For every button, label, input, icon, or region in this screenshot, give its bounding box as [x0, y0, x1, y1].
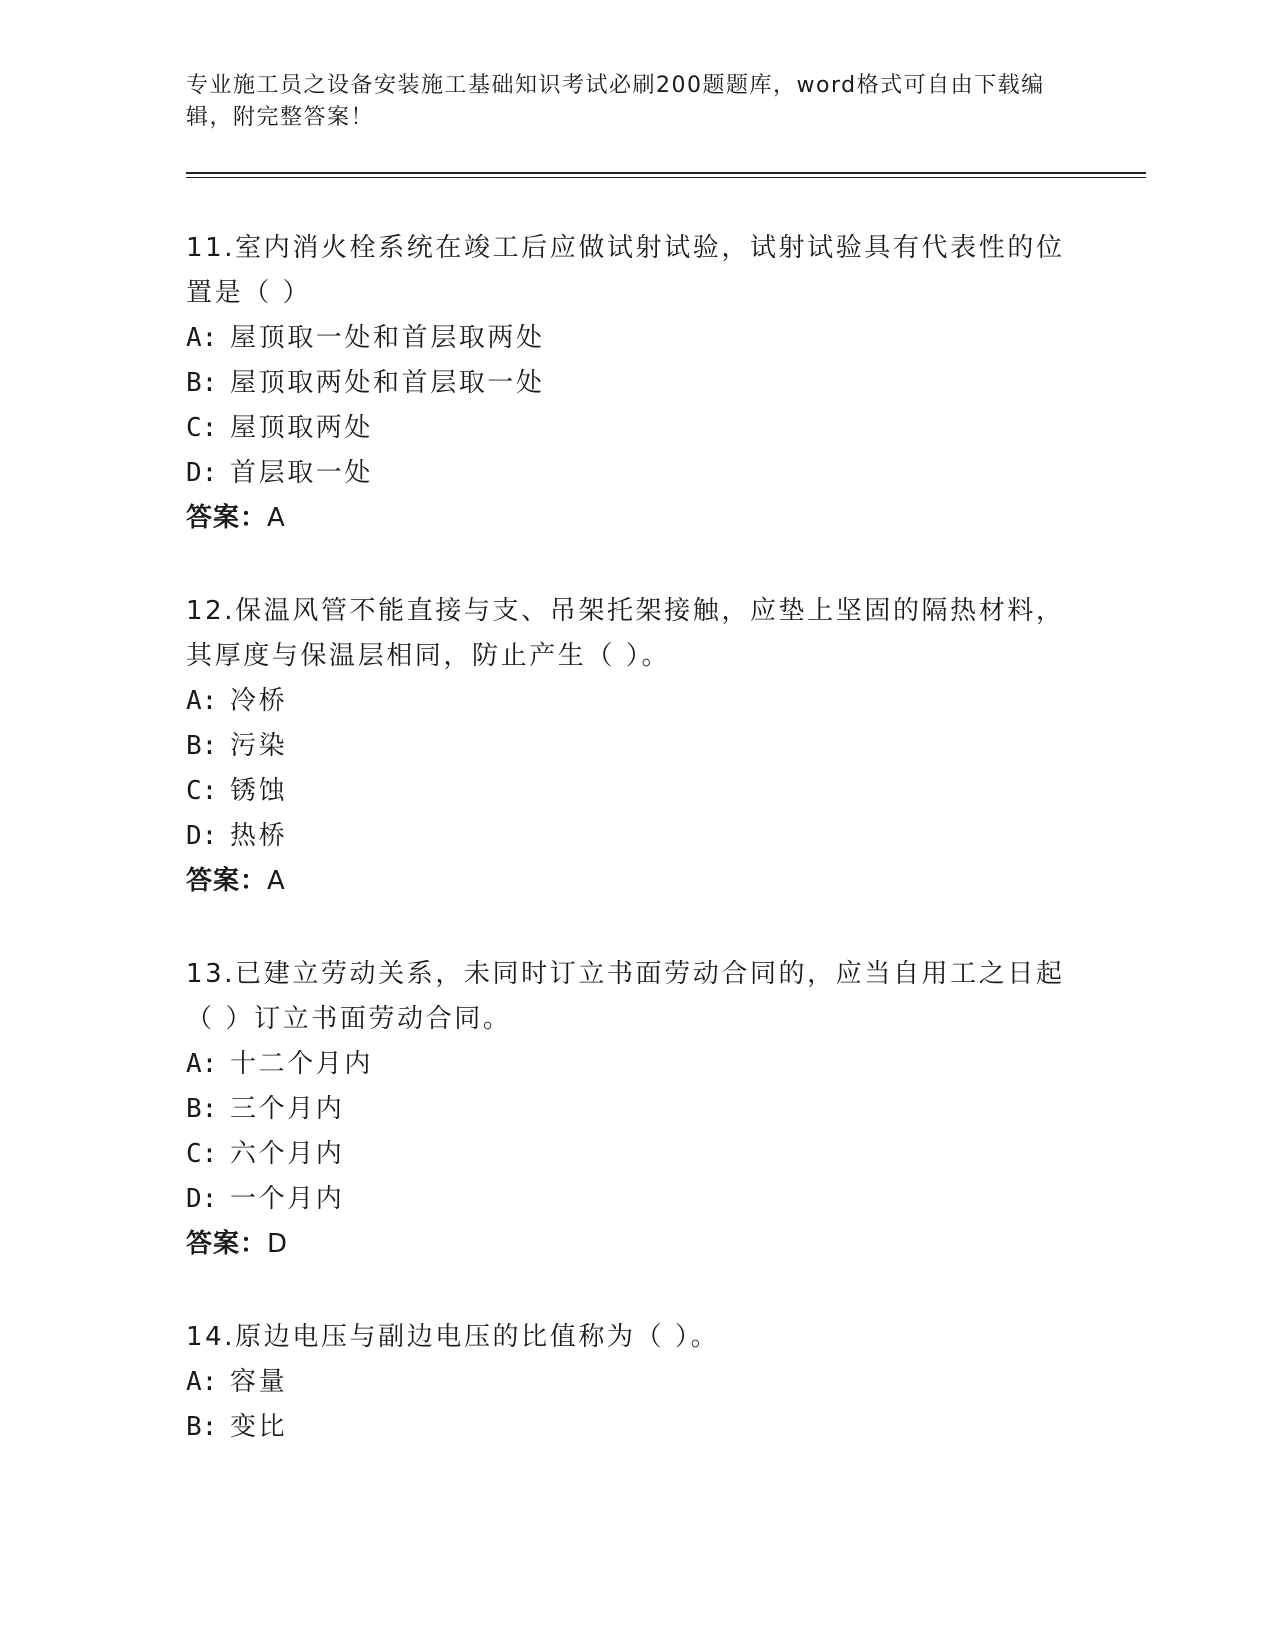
option-letter: C:: [186, 413, 218, 443]
option-text: 三个月内: [230, 1094, 345, 1124]
option-text: 六个月内: [230, 1139, 345, 1169]
question-11: [186, 226, 1146, 541]
option-text: 屋顶取两处和首层取一处: [230, 368, 545, 398]
option-letter: D:: [186, 1184, 218, 1214]
option-a: [186, 1360, 1146, 1405]
option-text: 污染: [230, 731, 288, 761]
option-d: [186, 451, 1146, 496]
option-a: [186, 1042, 1146, 1087]
option-d: [186, 814, 1146, 859]
option-text: 首层取一处: [230, 458, 374, 488]
answer-label: 答案：: [186, 503, 268, 533]
option-letter: C:: [186, 1139, 218, 1169]
option-text: 冷桥: [230, 686, 288, 716]
option-text: 锈蚀: [230, 776, 288, 806]
option-d: [186, 1177, 1146, 1222]
option-text: 容量: [230, 1367, 288, 1397]
answer-label: 答案：: [186, 1229, 268, 1259]
option-text: 变比: [230, 1412, 288, 1442]
option-b: [186, 361, 1146, 406]
option-text: 屋顶取两处: [230, 413, 374, 443]
option-text: 屋顶取一处和首层取两处: [230, 323, 545, 353]
document-page: [186, 70, 1146, 1450]
option-b: [186, 1087, 1146, 1132]
option-text: 一个月内: [230, 1184, 345, 1214]
header-divider: [186, 172, 1146, 178]
question-14: [186, 1315, 1146, 1450]
option-c: [186, 406, 1146, 451]
answer-value: A: [267, 866, 286, 896]
option-letter: B:: [186, 731, 218, 761]
question-13: [186, 952, 1146, 1267]
option-text: 热桥: [230, 821, 288, 851]
question-12: [186, 589, 1146, 904]
question-stem: 13.已建立劳动关系，未同时订立书面劳动合同的，应当自用工之日起（ ）订立书面劳动合同。: [186, 959, 1065, 1034]
option-letter: B:: [186, 368, 218, 398]
option-a: [186, 679, 1146, 724]
option-b: [186, 1405, 1146, 1450]
option-b: [186, 724, 1146, 769]
answer-value: A: [267, 503, 286, 533]
option-letter: A:: [186, 686, 218, 716]
option-letter: A:: [186, 323, 218, 353]
answer-line: [186, 496, 1146, 541]
option-c: [186, 769, 1146, 814]
question-stem: 11.室内消火栓系统在竣工后应做试射试验，试射试验具有代表性的位置是（ ）: [186, 233, 1065, 308]
option-a: [186, 316, 1146, 361]
option-letter: A:: [186, 1367, 218, 1397]
option-c: [186, 1132, 1146, 1177]
answer-value: D: [267, 1229, 289, 1259]
option-letter: D:: [186, 821, 218, 851]
answer-label: 答案：: [186, 866, 268, 896]
option-letter: C:: [186, 776, 218, 806]
option-letter: B:: [186, 1094, 218, 1124]
question-stem: 14.原边电压与副边电压的比值称为（ ）。: [186, 1322, 720, 1352]
option-letter: B:: [186, 1412, 218, 1442]
document-header: 专业施工员之设备安装施工基础知识考试必刷200题题库，word格式可自由下载编辑，附完整答案！: [186, 73, 1045, 130]
option-letter: D:: [186, 458, 218, 488]
answer-line: [186, 859, 1146, 904]
option-letter: A:: [186, 1049, 218, 1079]
answer-line: [186, 1222, 1146, 1267]
option-text: 十二个月内: [230, 1049, 374, 1079]
question-stem: 12.保温风管不能直接与支、吊架托架接触，应垫上坚固的隔热材料，其厚度与保温层相同，防止产生（ ）。: [186, 596, 1065, 671]
